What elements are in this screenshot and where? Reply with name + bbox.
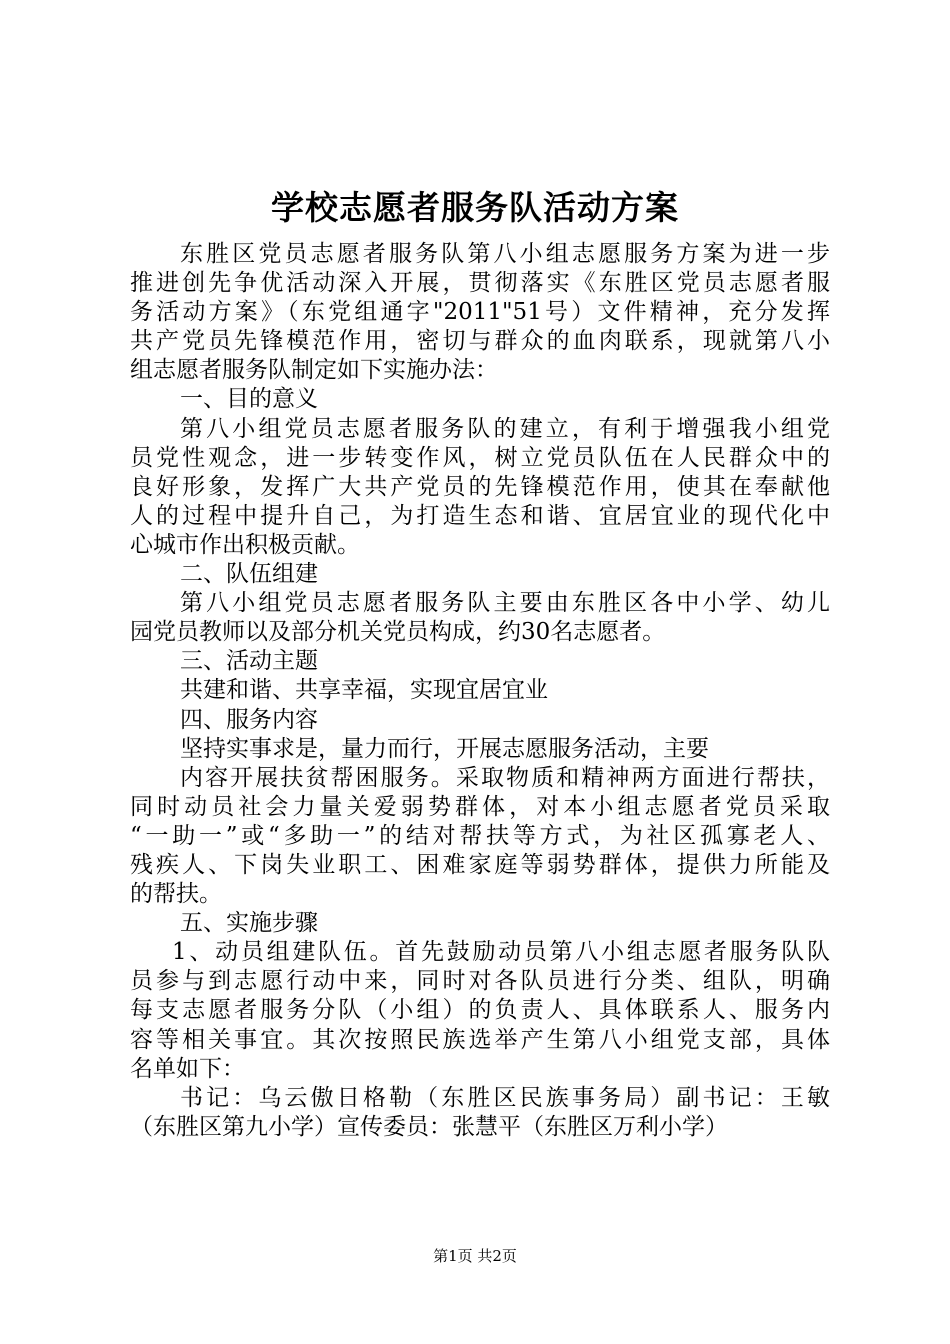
body-line: 第八小组党员志愿者服务队主要由东胜区各中小学、幼儿 — [180, 590, 830, 617]
body-line: 残疾人、下岗失业职工、困难家庭等弱势群体，提供力所能及 — [130, 851, 830, 878]
page-footer: 第1页 共2页 — [433, 1247, 517, 1265]
body-line: 坚持实事求是，量力而行，开展志愿服务活动，主要 — [180, 735, 709, 762]
section-heading: 五、实施步骤 — [180, 910, 318, 937]
body-line: 员党性观念，进一步转变作风，树立党员队伍在人民群众中的 — [130, 444, 830, 471]
body-line: 东胜区党员志愿者服务队第八小组志愿服务方案为进一步 — [180, 241, 830, 267]
document-title: 学校志愿者服务队活动方案 — [271, 188, 679, 227]
body-line: 心城市作出积极贡献。 — [130, 531, 360, 558]
body-line: 1、动员组建队伍。首先鼓励动员第八小组志愿者服务队队 — [172, 939, 830, 966]
document-body — [130, 240, 830, 1142]
body-line: 推进创先争优活动深入开展，贯彻落实《东胜区党员志愿者服 — [130, 270, 830, 297]
body-line: 每支志愿者服务分队（小组）的负责人、具体联系人、服务内 — [130, 997, 830, 1024]
body-line: （东胜区第九小学）宣传委员：张慧平（东胜区万利小学） — [130, 1113, 728, 1140]
body-line: 的帮扶。 — [130, 881, 222, 908]
body-line: 共建和谐、共享幸福，实现宜居宜业 — [180, 677, 548, 704]
section-heading: 三、活动主题 — [180, 648, 318, 675]
body-line: 名单如下： — [130, 1055, 245, 1082]
body-line: 书记：乌云傲日格勒（东胜区民族事务局）副书记：王敏 — [180, 1084, 830, 1111]
body-line: 良好形象，发挥广大共产党员的先锋模范作用，使其在奉献他 — [130, 473, 830, 500]
section-heading: 一、目的意义 — [180, 386, 318, 413]
body-line: 共产党员先锋模范作用，密切与群众的血肉联系，现就第八小 — [130, 328, 830, 355]
body-line: 务活动方案》（东党组通字"2011"51号）文件精神，充分发挥 — [130, 299, 830, 326]
body-line: 员参与到志愿行动中来，同时对各队员进行分类、组队，明确 — [130, 968, 830, 995]
body-line: 组志愿者服务队制定如下实施办法： — [130, 357, 498, 384]
body-line: 内容开展扶贫帮困服务。采取物质和精神两方面进行帮扶， — [180, 764, 830, 791]
body-line: 容等相关事宜。其次按照民族选举产生第八小组党支部，具体 — [130, 1026, 830, 1053]
body-line: 同时动员社会力量关爱弱势群体，对本小组志愿者党员采取 — [130, 793, 830, 820]
body-line: 园党员教师以及部分机关党员构成，约30名志愿者。 — [130, 619, 666, 646]
section-heading: 二、队伍组建 — [180, 561, 318, 588]
section-heading: 四、服务内容 — [180, 706, 318, 733]
body-line: 人的过程中提升自己，为打造生态和谐、宜居宜业的现代化中 — [130, 502, 830, 529]
body-line: “一助一”或“多助一”的结对帮扶等方式，为社区孤寡老人、 — [130, 822, 830, 849]
body-line: 第八小组党员志愿者服务队的建立，有利于增强我小组党 — [180, 415, 830, 442]
